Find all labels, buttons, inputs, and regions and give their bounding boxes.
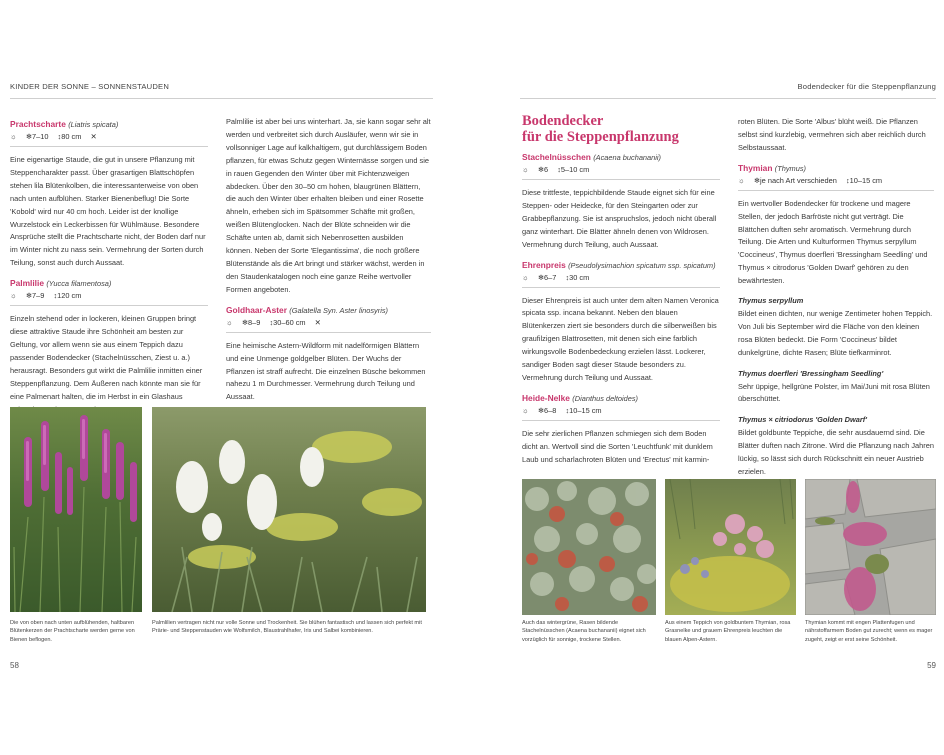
body-text: Dieser Ehrenpreis ist auch unter dem alten Namen Veronica spicata ssp. incana bekannt. Neben den blauen Blütenkerzen ziert sie besonders durch die silberweißen bis graufilzigen Blattrosetten, mit denen sich eine farblich wirkungsvolle Bodenbedeckung erzielen lässt. Lockerer, sandiger Boden sagt dieser Staude besonders zu. Vermehrung durch Teilung und Aussaat. <box>522 295 719 382</box>
column-3 <box>522 145 720 474</box>
header-rule-right <box>520 98 936 99</box>
plant-meta <box>522 164 720 176</box>
page-number-right: 59 <box>927 661 936 670</box>
plant-title-heide-nelke: Heide-Nelke (Dianthus deltoides) <box>522 392 639 403</box>
divider <box>10 146 208 147</box>
thymian-paving-image <box>805 479 936 615</box>
hardiness-zone: ❄8–9 <box>241 317 261 327</box>
photo-thymian-carpet <box>665 479 796 615</box>
divider <box>522 420 720 421</box>
sun-icon: ☼ <box>10 291 17 301</box>
divider <box>226 332 431 333</box>
divider <box>522 179 720 180</box>
body-text: Eine heimische Astern-Wildform mit nadelförmigen Blättern und eine Unmenge goldgelber Blüten. Der Wuchs der Pflanzen ist straff aufrecht. Die einzelnen Büsche bekommen nahezu 1 m Durchmesser. Vermehrung durch Teilung und Aussaat. <box>226 340 426 402</box>
column-4 <box>738 116 934 479</box>
bee-icon: ✕ <box>314 317 321 327</box>
photo-thymian-paving <box>805 479 936 615</box>
caption-thymian-carpet: Aus einem Teppich von goldbuntem Thymian, rosa Grasnelke und grauem Ehrenpreis leuchten die blauen Alpen-Astern. <box>665 620 791 643</box>
hardiness-zone: ❄7–10 <box>25 132 49 141</box>
liatris-image <box>10 407 142 612</box>
plant-meta <box>226 317 431 329</box>
photo-yucca <box>152 407 426 612</box>
body-text: Ein wertvoller Bodendecker für trockene und magere Stellen, der jedoch Barfröste nicht gut verträgt. Die Blättchen duften sehr aromatisch. Vermehrung durch Teilung. Die Arten und Kulturformen Thymus serpyllum 'Coccineus', Thymus doerfleri 'Bressingham Seedling' und Thymus × citrodorus 'Golden Dwarf' gehören zu den bewährtesten. <box>738 198 928 286</box>
header-rule-left <box>10 98 433 99</box>
plant-title-prachtscharte: Prachtscharte (Liatris spicata) <box>10 119 119 129</box>
plant-meta <box>738 175 934 187</box>
sun-icon: ☼ <box>522 272 529 282</box>
plant-height: ↕10–15 cm <box>565 405 602 415</box>
acaena-image <box>522 479 656 615</box>
plant-title-ehrenpreis: Ehrenpreis (Pseudolysimachion spicatum ssp. spicatum) <box>522 259 716 270</box>
sun-icon: ☼ <box>10 132 17 141</box>
body-text: Einzeln stehend oder in lockeren, kleinen Gruppen bringt diese attraktive Staude ihre Schönheit am besten zur Geltung, vor allem wenn sie aus einem Teppich dazu passender Bodendecker (Stachelnüsschen, Ziest u. a.) herausragt. Besonders gut wirkt die Palmlilie inmitten einer Steppenpflanzung. Dem Äußeren nach könnte man sie für eine Palmenart halten, die im Herbst in ein Glashaus <box>10 314 203 401</box>
sun-icon: ☼ <box>738 175 745 185</box>
running-head-right: Bodendecker für die Steppenpflanzung <box>797 82 936 91</box>
plant-height: ↕10–15 cm <box>845 175 883 185</box>
bee-icon: ✕ <box>90 132 97 141</box>
body-text: Eine eigenartige Staude, die gut in unsere Pflanzung mit Steppencharakter passt. Über grasartigen Blattschöpfen stehen lila Blütenkolben, die interessanterweise von oben nach unten aufblühen. Starker Bienenbeflug! Die Sorte 'Kobold' wird nur 40 cm hoch. Leider ist der knollige Wurzelstock ein Leckerbissen für Wühlmäuse. Besondere Ansprüche stellt die Prachtscharte nicht, der Boden darf nur im Winter nicht zu nass sein. Vermehrung der Sorten durch Teilung, sonst auch durch Aussaat. <box>10 155 206 268</box>
yucca-image <box>152 407 426 612</box>
plant-meta <box>10 290 208 302</box>
caption-thymian-paving: Thymian kommt mit engen Plattenfugen und nährstoffarmem Boden gut zurecht; wenn es mager zugeht, zeigt er erst seine Schönheit. <box>805 620 933 643</box>
hardiness-zone: ❄6–7 <box>537 272 557 282</box>
plant-height: ↕5–10 cm <box>557 165 590 174</box>
hardiness-zone: ❄6 <box>537 165 549 174</box>
page-number-left: 58 <box>10 661 19 670</box>
body-text: Diese trittfeste, teppichbildende Staude eignet sich für eine Steppen- oder Heidecke, für den Steingarten oder zur Grabbepflanzung. Sie ist anspruchslos, jedoch nicht überall ganz winterhart. Die Blätter ähneln denen von Wildrosen. Vermehrung durch Teilung, auch Aussaat. <box>522 188 717 249</box>
photo-acaena <box>522 479 656 615</box>
caption-liatris: Die von oben nach unten aufblühenden, haltbaren Blütenkerzen der Prachtscharte werden gerne von Bienen beflogen. <box>10 620 135 643</box>
divider <box>10 305 208 306</box>
plant-meta <box>522 272 720 284</box>
plant-height: ↕30 cm <box>565 272 590 282</box>
plant-meta <box>10 131 208 143</box>
caption-acaena: Auch das wintergrüne, Rasen bildende Stachelnüsschen (Acaena buchananii) eignet sich vorzüglich für sonnige, trockene Stellen. <box>522 620 646 643</box>
section-heading: Bodendecker für die Steppenpflanzung <box>522 113 679 145</box>
plant-title-goldhaar-aster: Goldhaar-Aster (Galatella Syn. Aster linosyris) <box>226 304 389 315</box>
variety-citriodorus: Thymus × citriodorus 'Golden Dwarf' Bildet goldbunte Teppiche, die sehr ausdauernd sind. Die Blätter duften nach Zitrone. Wird die Pflanzung nach Jahren lückig, so lässt sich durch Rückschnitt ein neuer Austrieb erzielen. <box>738 415 934 476</box>
hardiness-zone: ❄7–9 <box>25 291 45 301</box>
sun-icon: ☼ <box>522 405 529 415</box>
body-text: Palmlilie ist aber bei uns winterhart. Ja, sie kann sogar sehr alt werden und verbreitet sich durch Ausläufer, wenn wir sie in vollsonniger Lage auf kalkhaltigem, gut durchlässigem Boden pflanzen, für etwas Schutz gegen Winternässe sorgen und sie in rauen Gegenden den Winter über mit Fichtenzweigen abdecken. Über den 30–50 cm hohen, blaugrünen Blättern, die auch den Winter über erhalten bleiben und einer Rosette ähneln, erheben sich im Spätsommer Schäfte mit großen, weißen Blütenglocken. Nach der Blüte schneiden wir die Schäfte unten ab, damit sich Nebenrosetten ausbilden können. Neben der Sorte 'Elegantissima', die noch größere Blütenstände als die Art bringt und stärker wächst, werden in den Staudenkatalogen noch eine ganze Reihe wertvoller Formen angeboten. <box>226 117 431 294</box>
hardiness-zone: ❄je nach Art verschieden <box>753 175 837 185</box>
variety-doerfleri: Thymus doerfleri 'Bressingham Seedling' Sehr üppige, hellgrüne Polster, im Mai/Juni mit rosa Blüten überschüttet. <box>738 368 930 404</box>
plant-height: ↕120 cm <box>53 291 82 301</box>
plant-title-thymian: Thymian (Thymus) <box>738 162 806 173</box>
plant-height: ↕80 cm <box>57 132 82 141</box>
sun-icon: ☼ <box>226 317 233 327</box>
plant-height: ↕30–60 cm <box>269 317 306 327</box>
plant-title-stachelnuesschen: Stachelnüsschen (Acaena buchananii) <box>522 152 662 162</box>
caption-yucca: Palmlilien vertragen nicht nur volle Sonne und Trockenheit. Sie blühen fantastisch und lassen sich perfekt mit Prärie- und Steppenstauden wie Wolfsmilch, Blaustrahlhafer, Iris und Salbei kombinieren. <box>152 620 422 635</box>
photo-liatris <box>10 407 142 612</box>
plant-title-palmlilie: Palmlilie (Yucca filamentosa) <box>10 278 112 289</box>
sun-icon: ☼ <box>522 165 529 174</box>
running-head-left: KINDER DER SONNE – SONNENSTAUDEN <box>10 82 170 91</box>
plant-meta <box>522 405 720 417</box>
column-1 <box>10 112 208 423</box>
thymian-carpet-image <box>665 479 796 615</box>
variety-serpyllum: Thymus serpyllum Bildet einen dichten, nur wenige Zentimeter hohen Teppich. Von Juli bis September wird die Fläche von den kleinen rosa Blüten bedeckt. Die Form 'Coccineus' bildet dunkelgrüne, dichte Rasen; Blüte tiefkarminrot. <box>738 296 933 357</box>
divider <box>738 190 934 191</box>
body-text: Die sehr zierlichen Pflanzen schmiegen sich dem Boden dicht an. Wertvoll sind die Sorten 'Leuchtfunk' mit dunklem Laub und scharlachroten Blüten und 'Erectus' mit karmin- <box>522 428 713 464</box>
divider <box>522 287 720 288</box>
body-text: roten Blüten. Die Sorte 'Albus' blüht weiß. Die Pflanzen selbst sind kurzlebig, vermehren sich aber reichlich durch Selbstaussaat. <box>738 117 926 152</box>
column-2 <box>226 116 431 411</box>
hardiness-zone: ❄6–8 <box>537 405 557 415</box>
